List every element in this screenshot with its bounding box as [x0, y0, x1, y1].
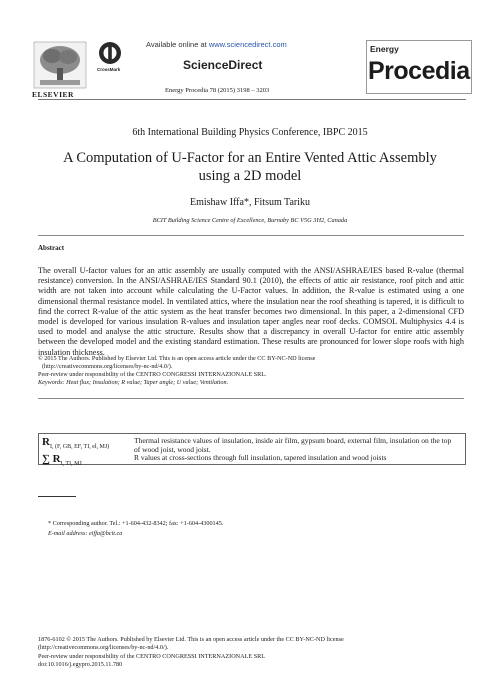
abstract-bottom-rule [38, 398, 464, 399]
peer-review-line: Peer-review under responsibility of the CENTRO CONGRESSI INTERNAZIONALE SRL. [38, 371, 267, 378]
paper-title-line-2: using a 2D model [198, 168, 302, 184]
nomenclature-definition: Thermal resistance values of insulation, inside air film, gypsum board, external film, insulation on the top of wood joist, wood joist. [134, 436, 452, 454]
nomenclature-subscript: I, TI, MJ [60, 461, 82, 468]
nomenclature-symbol: ∑ $R_{I, TI, MJ}$ [42, 453, 82, 468]
abstract-text: The overall U-factor values for an attic assembly are usually computed with the ANSI/ASHRAE/IES based R-value (thermal resistance) conversion. In the ANSI/ASHRAE/IES Standard 90.1 (2010), the effects of attic air resistance, roof pitch and attic width are not taken into account while calculating the U-Factor values. In addition, the R-value is estimated using a one dimensional thermal resistance model. In ventilated attics, where the insulation near the roof sheathing is tapered, it is difficult to find the correct R-value of the attic system as the heat transfer becomes two dimensional. In this paper, a 2-dimensional CFD model is developed for various insulation R-values and insulation taper angles near roof decks. COMSOL Multiphysics 4.4 is used to model and analyse the attic structure. Results show that a discrepancy in overall U-factor for entire attic assembly between the developed model and the existing standard estimation. These results are pronounced for lower slope roofs with high insulation thickness. [38, 266, 464, 357]
elsevier-tree-icon [32, 40, 88, 90]
nomenclature-symbol: $R_{I, (F, GB, EF, TI, el, MJ)}$ [42, 436, 110, 451]
header-divider [38, 99, 466, 100]
abstract-top-rule [38, 235, 464, 236]
footnote-rule [38, 496, 76, 497]
license-link[interactable]: (http://creativecommons.org/licenses/by-nc-nd/4.0/). [42, 363, 173, 370]
keywords-line [38, 379, 464, 387]
paper-title-line-1: A Computation of U-Factor for an Entire Vented Attic Assembly [63, 150, 437, 166]
footer-peer-review: Peer-review under responsibility of the CENTRO CONGRESSI INTERNAZIONALE SRL [38, 652, 266, 660]
corresponding-author-note: * Corresponding author. Tel.: +1-604-432-8342; fax: +1-604-4300145. [48, 520, 224, 527]
keywords-label: Keywords: [38, 379, 65, 386]
availability-line [146, 40, 287, 49]
paper-title [40, 149, 460, 185]
sciencedirect-wordmark: ScienceDirect [183, 58, 263, 72]
rights-block [38, 355, 464, 387]
footer-copyright: 1876-6102 © 2015 The Authors. Published by Elsevier Ltd. This is an open access article under the CC BY-NC-ND license [38, 636, 344, 643]
copyright-line: © 2015 The Authors. Published by Elsevier Ltd. This is an open access article under the CC BY-NC-ND license [38, 355, 316, 362]
journal-logo-small: Energy [370, 44, 399, 54]
nomenclature-subscript: I, (F, GB, EF, TI, el, MJ) [49, 444, 110, 451]
affiliation: BCIT Building Science Centre of Excellence, Burnaby BC V5G 3H2, Canada [152, 217, 348, 224]
nomenclature-definition: R values at cross-sections through full insulation, tapered insulation and wood joists [134, 453, 387, 462]
availability-prefix: Available online at [146, 40, 209, 49]
page-footer [38, 636, 478, 669]
email-address[interactable]: E-mail address: eiffa@bcit.ca [48, 530, 123, 537]
journal-citation: Energy Procedia 78 (2015) 3198 – 3203 [165, 87, 270, 94]
footer-doi[interactable]: doi:10.1016/j.egypro.2015.11.780 [38, 660, 123, 668]
keywords: Heat flux; Insulation; R value; Taper angle; U value; Ventilation. [64, 379, 229, 386]
sciencedirect-link[interactable]: www.sciencedirect.com [208, 40, 287, 49]
abstract-heading: Abstract [38, 244, 65, 252]
elsevier-wordmark: ELSEVIER [32, 90, 74, 99]
journal-logo-big: Procedia [368, 57, 470, 85]
nomenclature-box [38, 433, 466, 468]
conference-name: 6th International Building Physics Conference, IBPC 2015 [132, 127, 368, 138]
author-list: Emishaw Iffa*, Fitsum Tariku [189, 197, 311, 208]
crossmark-label: CrossMark [97, 67, 121, 72]
footer-license-link[interactable]: (http://creativecommons.org/licenses/by-nc-nd/4.0/). [38, 644, 169, 652]
crossmark-logo[interactable] [97, 40, 123, 74]
crossmark-icon [97, 40, 123, 66]
elsevier-logo [32, 40, 88, 99]
